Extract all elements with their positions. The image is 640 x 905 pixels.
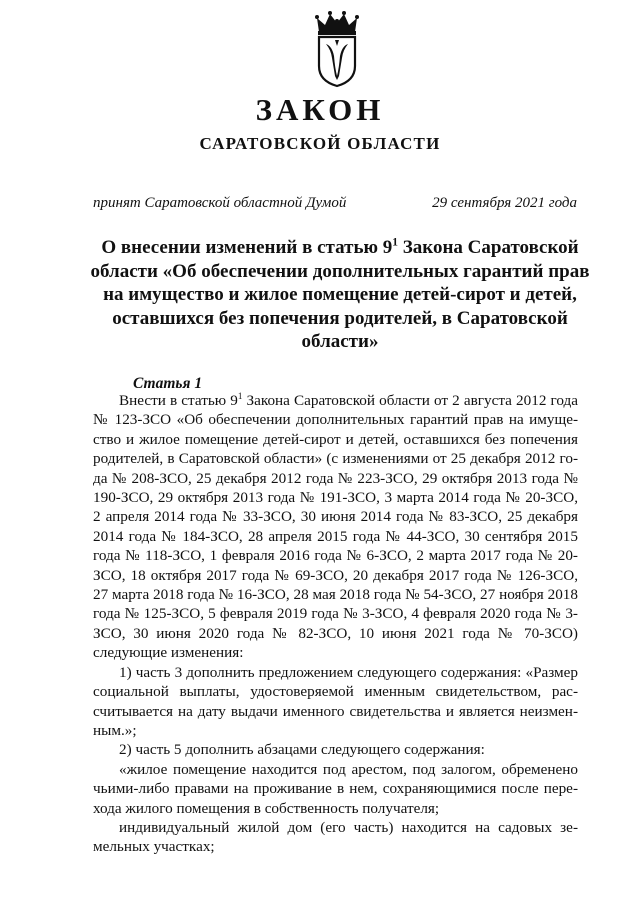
adoption-line — [93, 195, 577, 212]
law-title: ЗАКОН — [255, 92, 385, 127]
title-part-2: Закона Саратовской области «Об обеспечении дополнительных гарантий прав на имущество и жилое помещение детей-сирот и детей, оставшихся без попечения родителей, в Саратовской области» — [90, 237, 590, 353]
saratov-coat-of-arms-icon — [313, 10, 361, 88]
intro-superscript: 1 — [237, 390, 243, 401]
region-title: САРАТОВСКОЙ ОБЛАСТИ — [199, 134, 441, 153]
quote-paragraph-2: индивидуальный жилой дом (его часть) находится на садовых земельных участках; — [93, 818, 578, 856]
article-intro-paragraph — [93, 391, 578, 663]
title-part-1: О внесении изменений в статью 9 — [101, 237, 393, 258]
adopted-by: принят Саратовской областной Думой — [93, 195, 347, 211]
intro-part-b: Закона Саратовской области от 2 августа 2012 года № 123-ЗСО «Об обеспечении дополнительных гарантий прав на имущество и жилое помещение детей-сирот и детей, оставшихся без попечения родителей, в Саратовской области» (с изменениями от 25 декабря 2012 года № 208-ЗСО, 25 декабря 2012 года № 223-ЗСО, 29 октября 2013 года № 190-ЗСО, 29 октября 2013 года № 191-ЗСО, 3 марта 2014 года № 20-ЗСО, 2 апреля 2014 года № 33-ЗСО, 30 июня 2014 года № 83-ЗСО, 25 декабря 2014 года № 184-ЗСО, 28 апреля 2015 года № 44-ЗСО, 30 сентября 2015 года № 118-ЗСО, 1 февраля 2016 года № 6-ЗСО, 2 марта 2017 года № 20-ЗСО, 18 октября 2017 года № 69-ЗСО, 20 декабря 2017 года № 126-ЗСО, 27 марта 2018 года № 16-ЗСО, 28 мая 2018 года № 54-ЗСО, 27 ноября 2018 года № 125-ЗСО, 5 февраля 2019 года № 3-ЗСО, 4 февраля 2020 года № 3-ЗСО, 30 июня 2020 года № 82-ЗСО, 10 июня 2021 года № 70-ЗСО) следующие изменения: — [93, 392, 579, 662]
item-2-paragraph: 2) часть 5 дополнить абзацами следующего содержания: — [119, 741, 485, 759]
intro-part-a: Внести в статью 9 — [119, 392, 238, 409]
title-superscript: 1 — [392, 236, 398, 249]
article-body — [93, 391, 578, 857]
document-title — [80, 236, 600, 354]
adoption-date: 29 сентября 2021 года — [432, 195, 577, 211]
item-1-paragraph: 1) часть 3 дополнить предложением следующего содержания: «Размер социальной выплаты, удостоверяемой именным свидетельством, рассчитывается на дату выдачи именного свидетельства и является неизменным.»; — [93, 663, 578, 739]
article-heading: Статья 1 — [133, 375, 203, 392]
quote-paragraph-1: «жилое помещение находится под арестом, под залогом, обременено чьими-либо правами на проживание в нем, сохраняющимися после перехода жилого помещения в собственность получателя; — [93, 760, 578, 817]
